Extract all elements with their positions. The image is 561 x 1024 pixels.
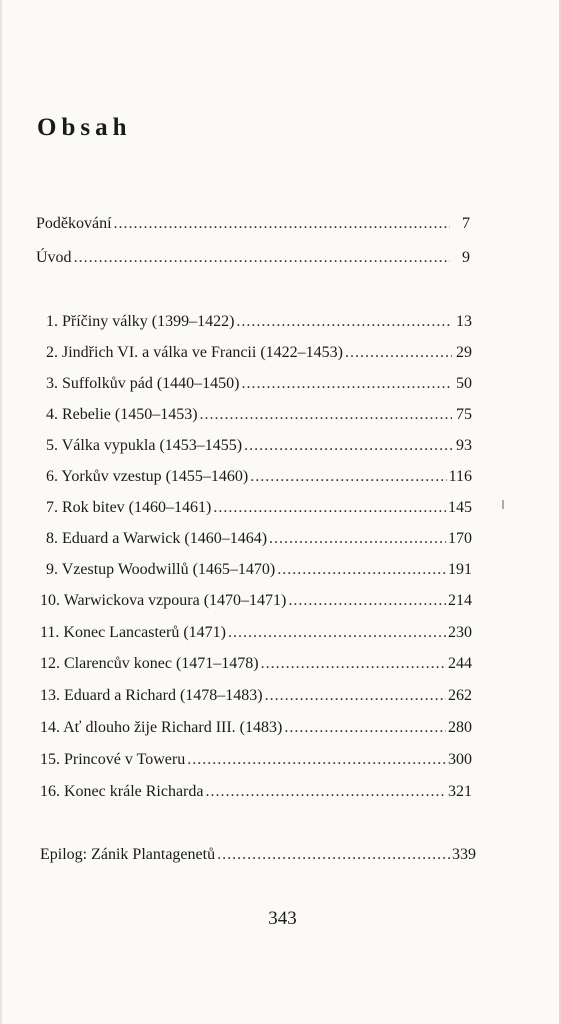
toc-entry-label: 16. Konec krále Richarda xyxy=(40,783,204,800)
toc-entry-label: 14. Ať dlouho žije Richard III. (1483) xyxy=(40,719,283,736)
toc-entry-chapter-2 xyxy=(46,343,472,363)
toc-leader-dots xyxy=(269,529,446,549)
toc-entry-label: Úvod xyxy=(36,249,72,266)
toc-leader-dots xyxy=(217,845,450,865)
toc-leader-dots xyxy=(250,467,446,487)
toc-entry-label: 7. Rok bitev (1460–1461) xyxy=(46,499,212,516)
toc-entry-page: 50 xyxy=(456,375,472,392)
toc-entry-chapter-5 xyxy=(46,436,472,456)
toc-entry-page: 262 xyxy=(448,687,472,704)
toc-entry-page: 339 xyxy=(452,846,476,863)
toc-leader-dots xyxy=(187,750,446,770)
toc-entry-label: 11. Konec Lancasterů (1471) xyxy=(40,624,226,641)
toc-entry-label: 3. Suffolkův pád (1440–1450) xyxy=(46,375,240,392)
toc-entry-page: 214 xyxy=(448,592,472,609)
toc-entry-page: 170 xyxy=(448,530,472,547)
toc-leader-dots xyxy=(241,374,452,394)
toc-entry-epilogue xyxy=(40,845,476,865)
toc-entry-page: 230 xyxy=(448,624,472,641)
page-number: 343 xyxy=(268,908,297,929)
toc-entry-label: 13. Eduard a Richard (1478–1483) xyxy=(40,687,263,704)
toc-leader-dots xyxy=(265,686,446,706)
toc-entry-label: 4. Rebelie (1450–1453) xyxy=(46,406,198,423)
toc-entry-chapter-12 xyxy=(40,654,472,674)
toc-entry-page: 280 xyxy=(448,719,472,736)
toc-leader-dots xyxy=(244,436,452,456)
toc-entry-chapter-4 xyxy=(46,405,472,425)
toc-entry-acknowledgements xyxy=(36,214,470,234)
toc-entry-page: 244 xyxy=(448,655,472,672)
toc-entry-page: 7 xyxy=(462,215,470,232)
toc-entry-chapter-3 xyxy=(46,374,472,394)
toc-entry-label: 10. Warwickova vzpoura (1470–1471) xyxy=(40,592,287,609)
toc-entry-label: 1. Příčiny války (1399–1422) xyxy=(46,313,235,330)
toc-entry-label: Poděkování xyxy=(36,215,112,232)
toc-entry-page: 75 xyxy=(456,406,472,423)
toc-entry-page: 29 xyxy=(456,344,472,361)
toc-entry-page: 145 xyxy=(448,499,472,516)
toc-leader-dots xyxy=(74,248,450,268)
toc-entry-label: Epilog: Zánik Plantagenetů xyxy=(40,846,216,863)
toc-entry-introduction xyxy=(36,248,470,268)
toc-entry-page: 9 xyxy=(462,249,470,266)
toc-leader-dots xyxy=(284,718,446,738)
toc-entry-chapter-16 xyxy=(40,782,472,802)
toc-entry-chapter-8 xyxy=(46,529,472,549)
toc-entry-chapter-6 xyxy=(46,467,472,487)
toc-entry-label: 12. Clarencův konec (1471–1478) xyxy=(40,655,259,672)
toc-entry-chapter-9 xyxy=(46,560,472,580)
toc-leader-dots xyxy=(345,343,452,363)
toc-entry-label: 5. Válka vypukla (1453–1455) xyxy=(46,437,243,454)
toc-entry-label: 8. Eduard a Warwick (1460–1464) xyxy=(46,530,268,547)
toc-entry-chapter-10 xyxy=(40,591,472,611)
toc-entry-label: 6. Yorkův vzestup (1455–1460) xyxy=(46,468,249,485)
toc-entry-chapter-7 xyxy=(46,498,472,518)
page-title: Obsah xyxy=(37,114,132,141)
toc-leader-dots xyxy=(213,498,446,518)
toc-entry-label: 2. Jindřich VI. a válka ve Francii (1422–1453) xyxy=(46,344,343,361)
toc-leader-dots xyxy=(288,591,446,611)
toc-leader-dots xyxy=(205,782,446,802)
toc-leader-dots xyxy=(200,405,452,425)
toc-entry-label: 9. Vzestup Woodwillů (1465–1470) xyxy=(46,561,276,578)
toc-leader-dots xyxy=(277,560,446,580)
toc-entry-page: 300 xyxy=(448,751,472,768)
toc-entry-chapter-15 xyxy=(40,750,472,770)
toc-leader-dots xyxy=(261,654,446,674)
toc-entry-label: 15. Princové v Toweru xyxy=(40,751,186,768)
toc-entry-chapter-11 xyxy=(40,623,472,643)
toc-leader-dots xyxy=(228,623,446,643)
toc-entry-page: 321 xyxy=(448,783,472,800)
toc-leader-dots xyxy=(114,214,450,234)
toc-entry-chapter-14 xyxy=(40,718,472,738)
toc-entry-page: 116 xyxy=(448,468,472,485)
toc-leader-dots xyxy=(236,312,452,332)
toc-entry-chapter-1 xyxy=(46,312,472,332)
toc-entry-page: 191 xyxy=(448,561,472,578)
toc-entry-chapter-13 xyxy=(40,686,472,706)
scan-speck xyxy=(502,500,504,509)
toc-entry-page: 13 xyxy=(456,313,472,330)
toc-entry-page: 93 xyxy=(456,437,472,454)
